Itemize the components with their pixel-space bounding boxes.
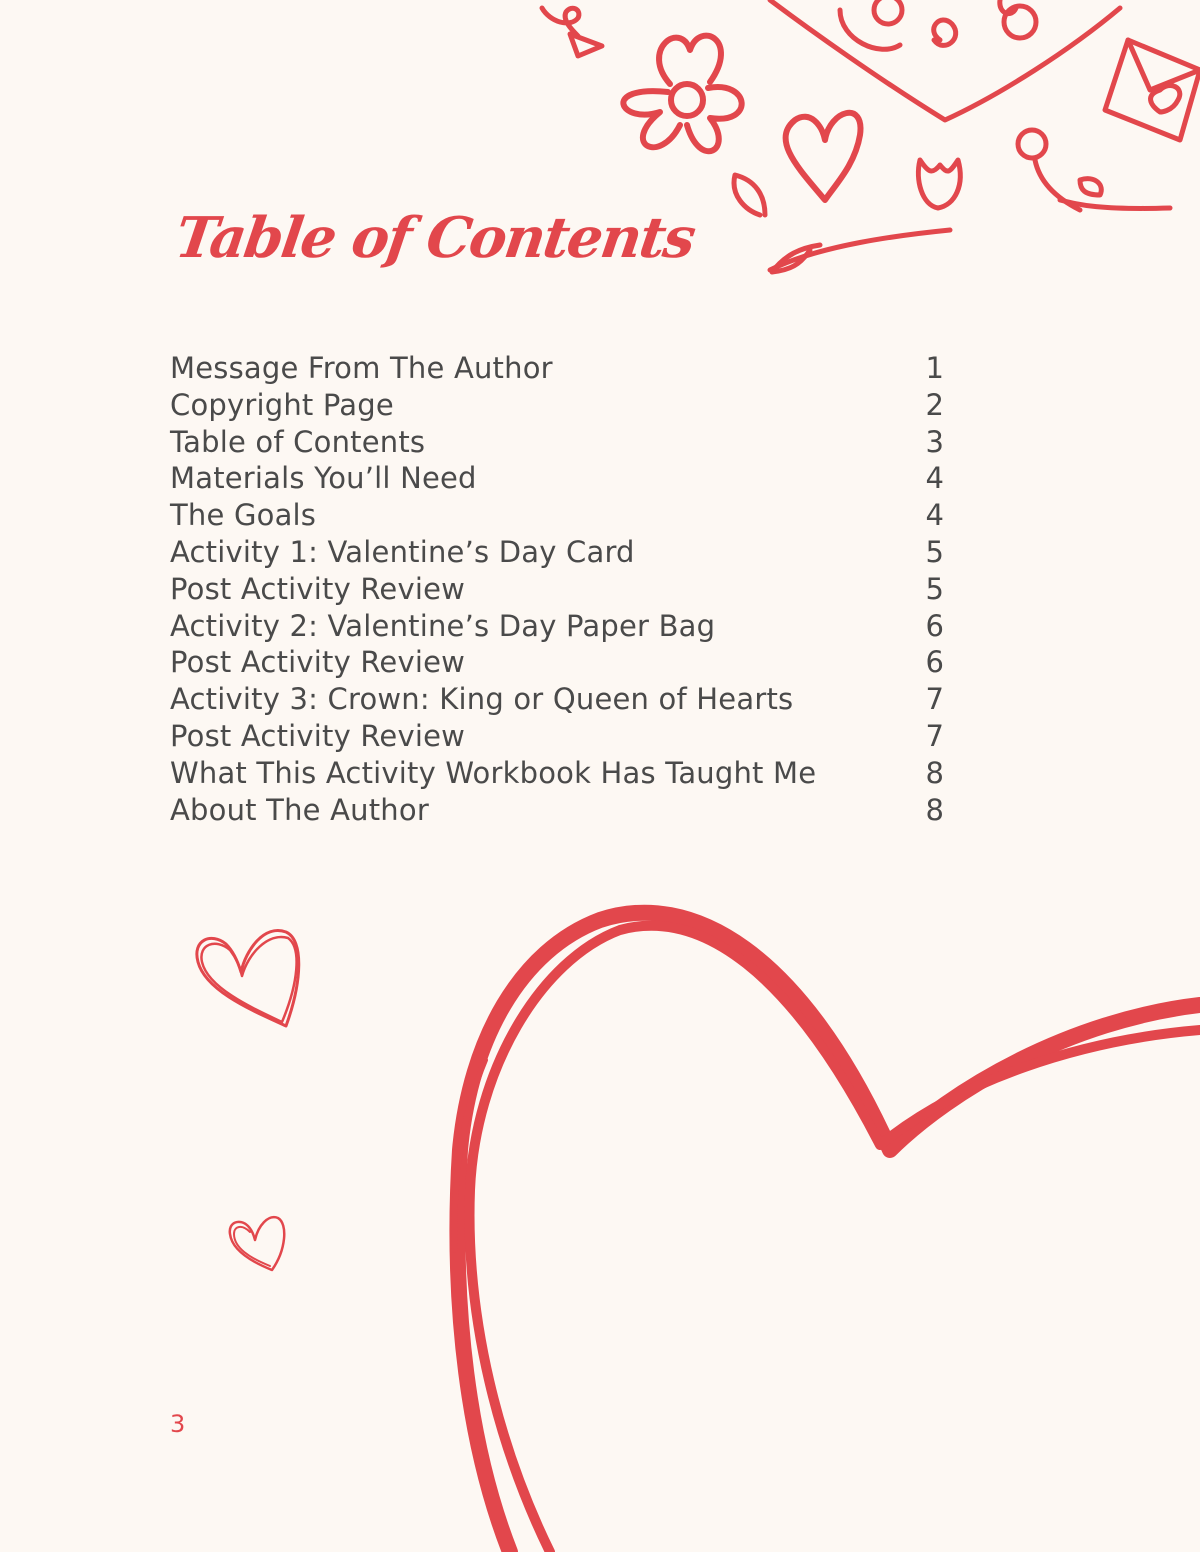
- toc-entry: [170, 681, 950, 718]
- heart-icon: [186, 922, 312, 1038]
- toc-entry-page: 5: [925, 571, 944, 606]
- toc-entry: [170, 350, 950, 387]
- toc-entry: [170, 460, 950, 497]
- toc-entry-label: The Goals: [170, 498, 317, 533]
- tulip-icon: [918, 160, 960, 208]
- heart-icon: [222, 1210, 292, 1276]
- toc-entry-label: Activity 3: Crown: King or Queen of Hearts: [170, 682, 794, 717]
- toc-entry: [170, 387, 950, 424]
- table-of-contents: [170, 350, 950, 828]
- toc-entry-label: Materials You’ll Need: [170, 461, 477, 496]
- toc-entry: [170, 424, 950, 461]
- toc-entry: [170, 534, 950, 571]
- toc-entry-page: 4: [925, 498, 944, 533]
- toc-entry-page: 5: [925, 534, 944, 569]
- toc-entry-page: 1: [925, 351, 944, 385]
- toc-entry: [170, 497, 950, 534]
- toc-entry-label: Activity 1: Valentine’s Day Card: [170, 534, 635, 569]
- toc-entry-label: Message From The Author: [170, 351, 553, 385]
- toc-entry-page: 6: [925, 608, 944, 643]
- toc-entry-label: Activity 2: Valentine’s Day Paper Bag: [170, 608, 716, 643]
- toc-entry-label: About The Author: [170, 792, 429, 827]
- toc-entry-label: Table of Contents: [170, 424, 426, 459]
- toc-entry-label: What This Activity Workbook Has Taught Me: [170, 755, 817, 790]
- toc-entry-page: 7: [925, 682, 944, 717]
- toc-entry: [170, 755, 950, 792]
- heart-icon: [786, 113, 861, 200]
- toc-entry: [170, 644, 950, 681]
- toc-entry-page: 4: [925, 461, 944, 496]
- page-number: 3: [170, 1410, 186, 1438]
- toc-entry-label: Post Activity Review: [170, 645, 466, 680]
- toc-entry: [170, 718, 950, 755]
- toc-entry: [170, 608, 950, 645]
- large-heart-icon: [430, 890, 1200, 1552]
- flower-icon: [623, 36, 741, 152]
- toc-entry-label: Post Activity Review: [170, 571, 466, 606]
- toc-entry-label: Copyright Page: [170, 387, 394, 422]
- page-title: Table of Contents: [171, 205, 698, 271]
- leaf-icon: [734, 175, 950, 272]
- toc-entry-page: 7: [925, 718, 944, 753]
- toc-entry-page: 8: [925, 755, 944, 790]
- toc-entry-page: 2: [925, 387, 944, 422]
- toc-entry-page: 3: [925, 424, 944, 459]
- toc-entry-page: 8: [925, 792, 944, 827]
- toc-entry-label: Post Activity Review: [170, 718, 466, 753]
- swirl-icon: [542, 8, 602, 56]
- envelope-icon: [1105, 40, 1200, 140]
- toc-entry: [170, 792, 950, 829]
- toc-entry: [170, 571, 950, 608]
- envelope-icon: [770, 0, 1120, 120]
- toc-entry-page: 6: [925, 645, 944, 680]
- rose-icon: [1018, 130, 1170, 210]
